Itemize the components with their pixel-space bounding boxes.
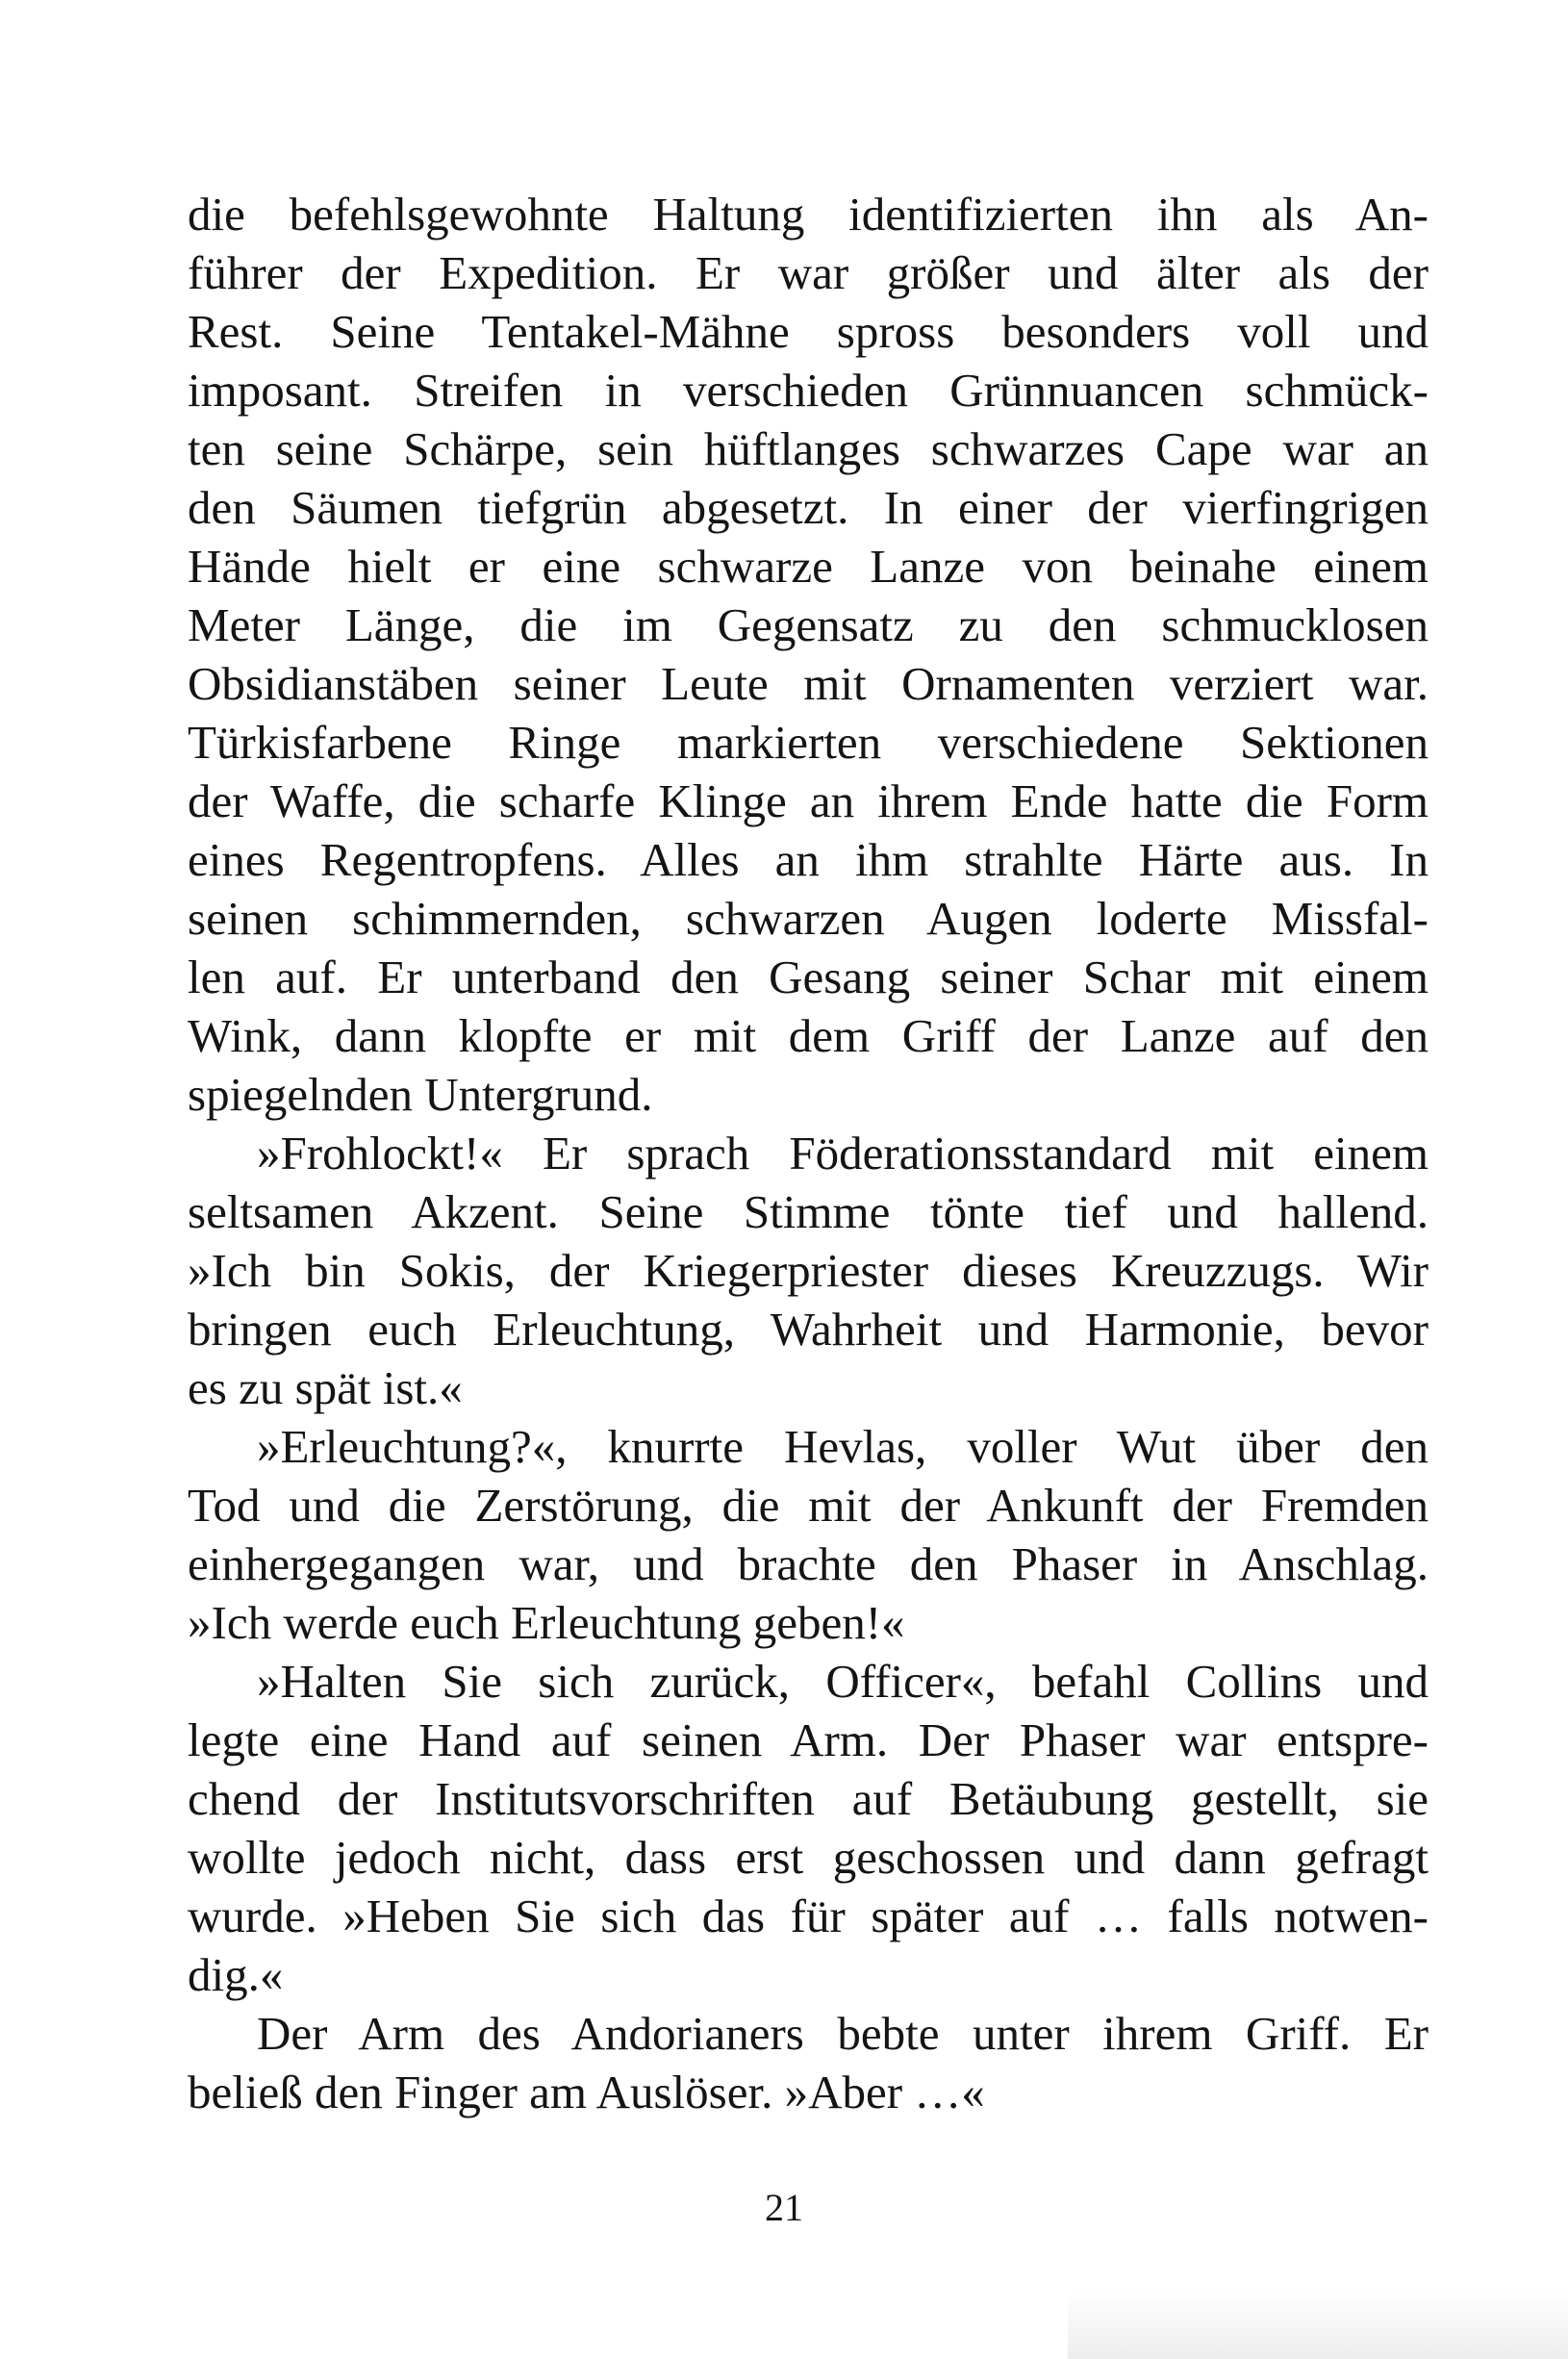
text-line: »Frohlockt!« Er sprach Föderationsstandard mit einem (257, 1127, 1429, 1180)
text-line: seinen schimmernden, schwarzen Augen loderte Missfal- (188, 892, 1429, 945)
text-line: legte eine Hand auf seinen Arm. Der Phaser war entspre- (188, 1713, 1429, 1766)
text-line: der Waffe, die scharfe Klinge an ihrem Ende hatte die Form (188, 774, 1429, 827)
text-line: einhergegangen war, und brachte den Phaser in Anschlag. (188, 1537, 1429, 1590)
text-line: führer der Expedition. Er war größer und älter als der (188, 246, 1429, 299)
text-line: eines Regentropfens. Alles an ihm strahlte Härte aus. In (188, 833, 1429, 886)
text-line: wollte jedoch nicht, dass erst geschossen und dann gefragt (188, 1831, 1429, 1884)
page-curl-shadow (1068, 2292, 1568, 2359)
text-line: wurde. »Heben Sie sich das für später auf … falls notwen- (188, 1890, 1429, 1942)
text-line: imposant. Streifen in verschieden Grünnuancen schmück- (188, 364, 1429, 417)
text-line: Wink, dann klopfte er mit dem Griff der Lanze auf den (188, 1009, 1429, 1062)
text-line: »Ich bin Sokis, der Kriegerpriester dieses Kreuzzugs. Wir (188, 1244, 1429, 1297)
text-line: Rest. Seine Tentakel-Mähne spross besonders voll und (188, 305, 1429, 358)
page-number: 21 (765, 2186, 803, 2229)
text-line: Meter Länge, die im Gegensatz zu den schmucklosen (188, 598, 1429, 651)
text-line: chend der Institutsvorschriften auf Betäubung gestellt, sie (188, 1772, 1429, 1825)
text-line: Der Arm des Andorianers bebte unter ihrem Griff. Er (257, 2007, 1429, 2060)
text-line: ten seine Schärpe, sein hüftlanges schwarzes Cape war an (188, 422, 1429, 475)
text-line: Türkisfarbene Ringe markierten verschiedene Sektionen (188, 716, 1429, 769)
text-line: »Halten Sie sich zurück, Officer«, befahl Collins und (257, 1655, 1429, 1708)
text-line: seltsamen Akzent. Seine Stimme tönte tief und hallend. (188, 1185, 1429, 1238)
text-line: die befehlsgewohnte Haltung identifizierten ihn als An- (188, 188, 1429, 241)
text-line: Hände hielt er eine schwarze Lanze von beinahe einem (188, 540, 1429, 593)
text-line: beließ den Finger am Auslöser. »Aber …« (188, 2066, 985, 2118)
text-line: Tod und die Zerstörung, die mit der Ankunft der Fremden (188, 1479, 1429, 1532)
text-line: len auf. Er unterband den Gesang seiner Schar mit einem (188, 951, 1429, 1003)
body-text (188, 185, 1429, 2121)
text-line: »Erleuchtung?«, knurrte Hevlas, voller Wut über den (257, 1420, 1429, 1473)
text-line: »Ich werde euch Erleuchtung geben!« (188, 1596, 905, 1649)
text-line: den Säumen tiefgrün abgesetzt. In einer der vierfingrigen (188, 481, 1429, 534)
text-line: Obsidianstäben seiner Leute mit Ornamenten verziert war. (188, 657, 1429, 710)
text-line: spiegelnden Untergrund. (188, 1068, 653, 1121)
text-line: bringen euch Erleuchtung, Wahrheit und Harmonie, bevor (188, 1303, 1429, 1356)
text-line: dig.« (188, 1948, 284, 2001)
text-line: es zu spät ist.« (188, 1361, 463, 1414)
